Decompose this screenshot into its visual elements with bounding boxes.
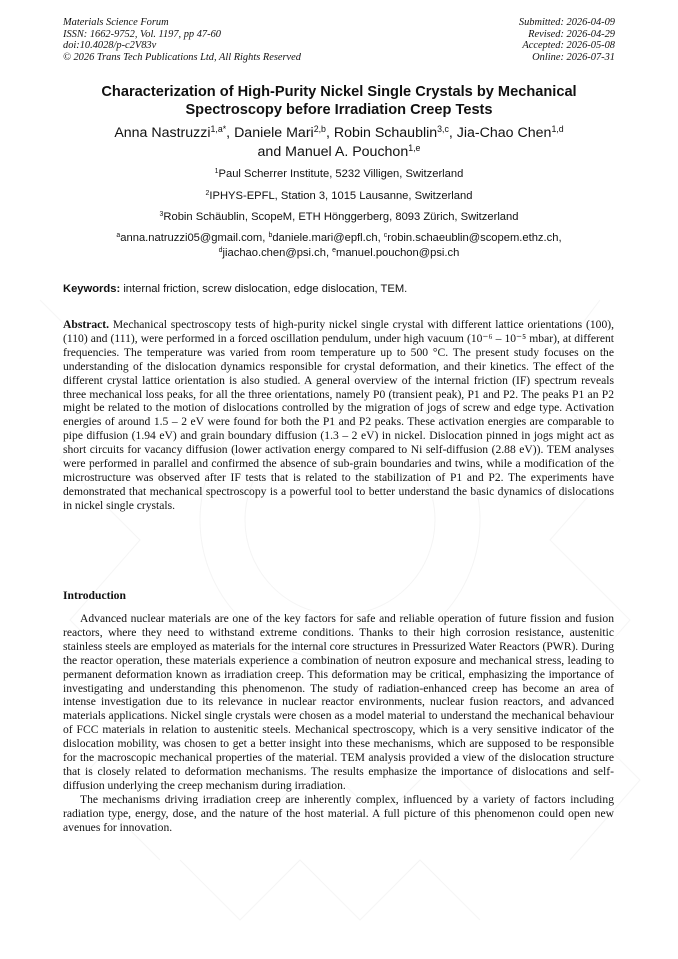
email-link[interactable]: daniele.mari@epfl.ch [272,232,378,244]
author-name: Jia-Chao Chen [456,125,552,141]
date-accepted: Accepted: 2026-05-08 [522,40,615,51]
abstract-text: Mechanical spectroscopy tests of high-purity nickel single crystal with different lattice orientations (100), (110) and (111), were performed in a forced oscillation pendulum, under high vacuum (10⁻⁶ – 10⁻⁵ mbar), at different frequencies. The temperature was varied from room temperature up to 500 °C. The present study focuses on the understanding of the dislocation dynamics responsible for crystal deformation, and their kinetics. The effect of the different crystal lattice orientation is also studied. A general overview of the internal friction (IF) spectrum reveals three mechanical loss peaks, for all the three orientations, namely P0 (transient peak), P1 and P2. The peaks P1 an P2 might be related to the motion of dislocations controlled by the migration of jogs of screw and edge type. Activation energies of around 1.5 – 2 eV were found for both the P1 and P2 peaks. These activation energies are comparable to pipe diffusion (1.94 eV) and grain boundary diffusion (1.3 – 2 eV) in nickel. Dislocation pinned in jogs might act as short circuits for vacancy diffusion (lower activation energy compared to Ni self-diffusion (2.88 eV)). TEM analyses were performed in parallel and confirmed the absence of sub-grain boundaries and twins, while a modification of the microstructure was observed after IF tests that is related to the stabilization of P1 and P2. The experiments have demonstrated that mechanical spectroscopy is a powerful tool to better understand the basic dynamics of dislocations in nickel single crystals. [63,318,615,512]
paper-title [60,83,618,119]
keywords-text: internal friction, screw dislocation, edge dislocation, TEM. [123,283,408,295]
publication-dates [519,17,615,63]
author-affil-sup: 1,d [551,124,564,135]
date-online: Online: 2026-07-31 [532,51,615,63]
author-name: and Manuel A. Pouchon [257,144,409,160]
journal-copyright: © 2026 Trans Tech Publications Ltd, All Rights Reserved [63,51,301,63]
email-link[interactable]: jiachao.chen@psi.ch [222,247,326,259]
paragraph: The mechanisms driving irradiation creep are inherently complex, influenced by a variety of factors including radiation type, energy, dose, and the nature of the host material. A full picture of this phenomenon could open new avenues for innovation. [63,792,614,834]
author-affil-sup: 1,a* [210,124,227,135]
abstract [63,318,614,513]
email-link[interactable]: anna.natruzzi05@gmail.com [120,232,263,244]
date-revised: Revised: 2026-04-29 [528,28,615,40]
title-line: Spectroscopy before Irradiation Creep Tests [185,102,493,118]
author-name: Robin Schaublin [333,125,438,141]
email-list: $^a$anna.natruzzi05@gmail.com, $^b$daniele.mari@epfl.ch, $^c$robin.schaeublin@scopem.ethz.ch, $^d$jiachao.chen@psi.ch, $^e$manuel.pouchon@psi.ch [116,232,562,259]
paragraph: Advanced nuclear materials are one of the key factors for safe and reliable operation of future fission and fusion reactors, where they need to withstand extreme conditions. Thanks to their high corrosion resistance, austenitic stainless steels are employed as materials for the internal core structures in Pressurized Water Reactors (PWR). During the reactor operation, these materials experience a combination of neutron exposure and mechanical stress, leading to permanent deformation known as irradiation creep. This deformation may be critical, emphasizing the importance of investigating and understanding this phenomenon. The study of radiation-enhanced creep has become an area of intense investigation due to its relevance in nuclear reactor environments, nuclear fusion reactors, and advanced materials applications. Nickel single crystals were chosen as a model material to understand the mechanical behaviour of FCC materials in relation to austenitic steels. Mechanical spectroscopy, which is a very sensitive indicator of the dislocation mobility, was chosen to get a better insight into these mechanisms, which are supposed to be responsible for the macroscopic mechanical properties of the material. TEM analysis provided a view of the dislocation structure that is closely related to deformation mechanisms. The results emphasize the importance of dislocations and self-diffusion underlying the creep mechanism during irradiation. [63,612,614,792]
email-link[interactable]: manuel.pouchon@psi.ch [336,247,460,259]
affiliation: $^3$Robin Schäublin, ScopeM, ETH Hönggerberg, 8093 Zürich, Switzerland [159,211,519,223]
author-affil-sup: 1,e [408,143,421,154]
keywords [63,282,615,296]
keywords-label: Keywords: [63,283,121,295]
date-submitted: Submitted: 2026-04-09 [518,17,615,28]
journal-info [63,17,301,63]
abstract-label: Abstract. [63,318,110,331]
author-list: Anna Nastruzzi$^{1,a*}$, Daniele Mari$^{2,b}$, Robin Schaublin$^{3,c}$, Jia-Chao Chen$^{1,d}$ and Manuel A. Pouchon$^{1,e}$ [114,124,564,160]
email-link[interactable]: robin.schaeublin@scopem.ethz.ch [387,232,559,244]
journal-doi: doi:10.4028/p-c2V83v [63,40,157,51]
title-line: Characterization of High-Purity Nickel Single Crystals by Mechanical [101,84,577,100]
section-heading: Introduction [63,589,126,602]
affiliation: $^1$Paul Scherrer Institute, 5232 Villigen, Switzerland [214,168,464,180]
author-name: Anna Nastruzzi [114,125,211,141]
affiliation: $^2$IPHYS-EPFL, Station 3, 1015 Lausanne, Switzerland [205,190,473,202]
journal-name: Materials Science Forum [63,17,169,28]
author-affil-sup: 2,b [313,124,326,135]
journal-issn: ISSN: 1662-9752, Vol. 1197, pp 47-60 [63,28,221,40]
introduction-body [63,612,614,835]
author-name: Daniele Mari [234,125,314,141]
author-affil-sup: 3,c [437,124,449,135]
